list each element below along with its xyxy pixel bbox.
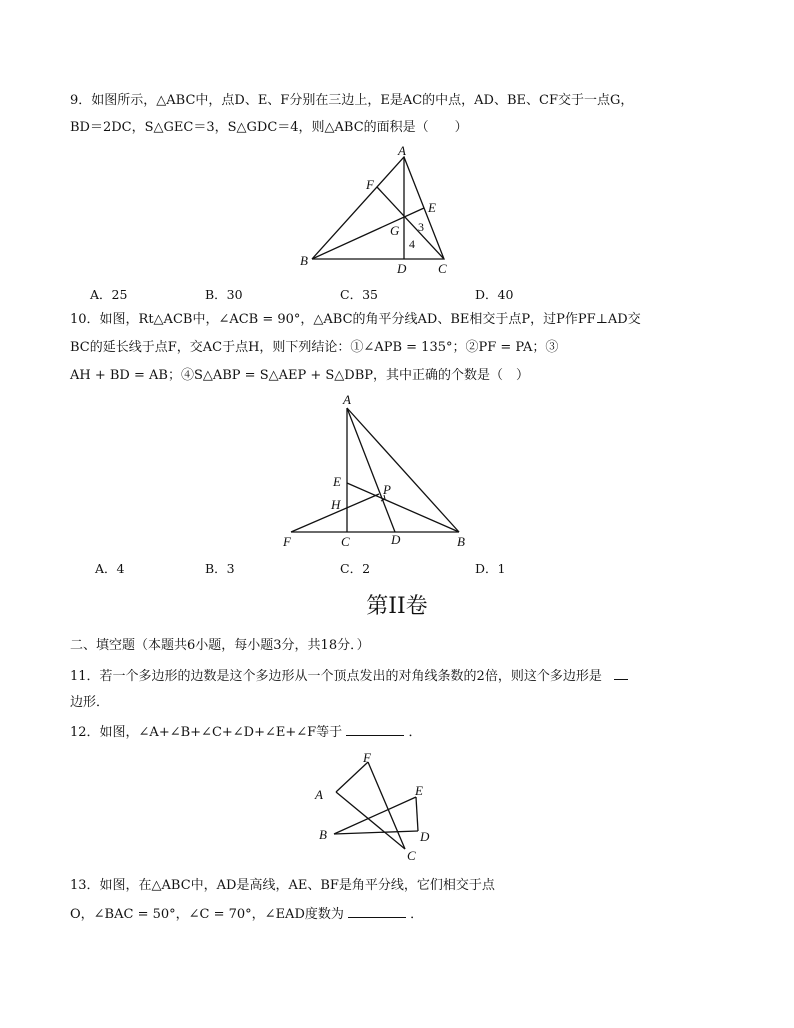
q13-blank xyxy=(348,905,406,918)
q13-line-1: 13．如图，在△ABC中，AD是高线，AE、BF是角平分线，它们相交于点 xyxy=(70,878,495,893)
q9-label-A: A xyxy=(398,145,406,158)
q12-line xyxy=(70,723,421,742)
q9-option-b: B．30 xyxy=(205,287,243,302)
q11-blank xyxy=(614,667,628,680)
q9-label-4: 4 xyxy=(409,237,415,251)
q10-option-d: D．1 xyxy=(475,561,506,576)
q12-text: 12．如图，∠A+∠B+∠C+∠D+∠E+∠F等于 xyxy=(70,725,343,740)
q12-label-D: D xyxy=(420,829,430,844)
q10-option-b: B．3 xyxy=(205,561,235,576)
q10-label-E: E xyxy=(333,474,341,489)
q10-line-3: AH + BD = AB；④S△ABP = S△AEP + S△DBP，其中正确的个数是（ ） xyxy=(70,368,530,383)
q13-end: ． xyxy=(410,907,424,922)
section-title: 第II卷 xyxy=(366,594,428,619)
q13-text: O，∠BAC = 50°，∠C = 70°，∠EAD度数为 xyxy=(70,907,344,922)
q10-line-2: BC的延长线于点F，交AC于点H，则下列结论：①∠APB = 135°；②PF = PA；③ xyxy=(70,340,559,355)
q11-line-2: 边形． xyxy=(70,695,110,710)
q9-label-D: D xyxy=(397,261,407,276)
q12-label-E: E xyxy=(415,783,423,798)
q12-label-C: C xyxy=(407,848,416,863)
q10-label-H: H xyxy=(331,497,341,512)
q13-line-2 xyxy=(70,905,423,924)
q9-label-G: G xyxy=(390,223,400,238)
q10-label-P: P xyxy=(383,482,391,497)
q10-label-A: A xyxy=(343,392,351,407)
q9-option-c: C．35 xyxy=(340,287,378,302)
q9-label-F: F xyxy=(366,177,374,192)
section2-heading: 二、填空题（本题共6小题，每小题3分，共18分．） xyxy=(70,638,370,653)
q12-end: ． xyxy=(408,725,422,740)
q9-line-2: BD＝2DC，S△GEC＝3，S△GDC＝4，则△ABC的面积是（ ） xyxy=(70,120,468,135)
q10-option-a: A．4 xyxy=(95,561,125,576)
q12-figure xyxy=(305,748,450,868)
q10-label-F: F xyxy=(283,534,291,549)
q10-label-D: D xyxy=(391,532,401,547)
q11-line-1 xyxy=(70,667,628,686)
q9-option-d: D．40 xyxy=(475,287,514,302)
q9-line-1: 9．如图所示，△ABC中，点D、E、F分别在三边上，E是AC的中点，AD、BE、CF交于一点G， xyxy=(70,93,634,108)
q10-label-C: C xyxy=(341,534,350,549)
q9-label-3: 3 xyxy=(418,220,424,234)
q12-blank xyxy=(346,723,404,736)
q9-triangle-figure xyxy=(290,145,470,280)
q9-option-a: A．25 xyxy=(90,287,128,302)
q10-triangle-figure xyxy=(275,388,475,553)
q10-option-c: C．2 xyxy=(340,561,371,576)
q9-label-B: B xyxy=(300,253,308,268)
q10-line-1: 10．如图，Rt△ACB中，∠ACB = 90°，△ABC的角平分线AD、BE相交于点P，过P作PF⊥AD交 xyxy=(70,312,641,327)
q10-label-B: B xyxy=(457,534,465,549)
q12-label-A: A xyxy=(315,787,323,802)
q12-label-F: F xyxy=(363,750,371,765)
q11-text: 11．若一个多边形的边数是这个多边形从一个顶点发出的对角线条数的2倍，则这个多边形是 xyxy=(70,669,602,684)
q9-label-C: C xyxy=(438,261,447,276)
q9-label-E: E xyxy=(428,200,436,215)
q12-label-B: B xyxy=(319,827,327,842)
